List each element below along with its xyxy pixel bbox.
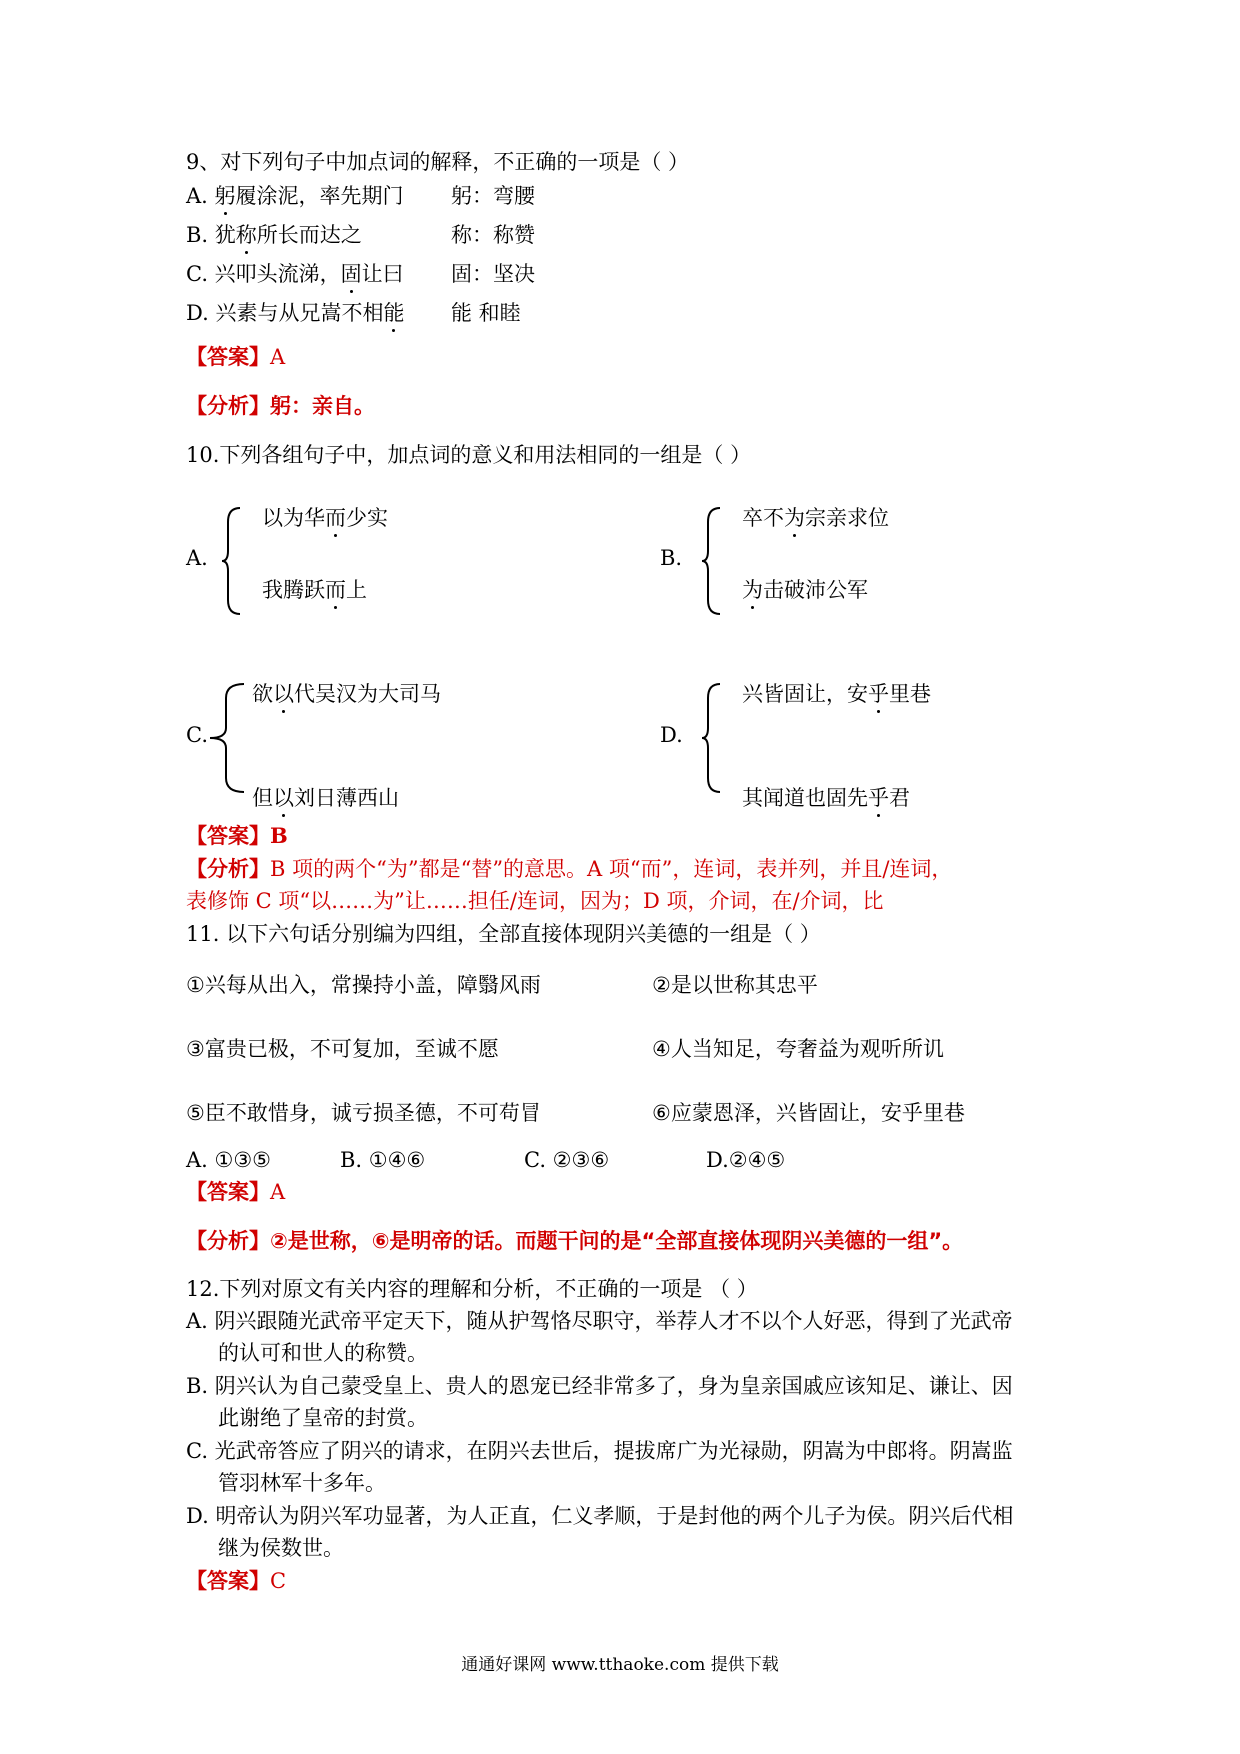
q10-answer xyxy=(186,822,288,850)
sentence-text: 刘日薄西山 xyxy=(294,786,399,810)
analysis-text: 躬：亲自。 xyxy=(270,394,375,418)
answer-value: C xyxy=(270,1569,287,1593)
page-footer: 通通好课网 www.tthaoke.com 提供下载 xyxy=(461,1655,779,1675)
sentence-text: 兴皆固让，安 xyxy=(742,682,868,706)
sentence-text: 但 xyxy=(252,786,273,810)
q10-analysis-line2: 表修饰 C 项“以……为”让……担任/连词，因为；D 项，介词，在/介词，比 xyxy=(186,889,884,913)
q9-analysis xyxy=(186,392,375,420)
sentence-text: 欲 xyxy=(252,682,273,706)
analysis-tag: 【分析】 xyxy=(186,1229,270,1253)
q10-stem: 10.下列各组句子中，加点词的意义和用法相同的一组是（ ） xyxy=(186,443,752,467)
q10-group-b-line1 xyxy=(742,504,889,532)
brace-icon xyxy=(220,506,244,616)
q10-group-a-line1 xyxy=(262,504,388,532)
q9-option-b xyxy=(186,221,535,249)
q11-item: ⑥应蒙恩泽，兴皆固让，安乎里巷 xyxy=(652,1101,965,1125)
q11-choice-a: A. ①③⑤ xyxy=(186,1148,271,1172)
q10-analysis-line1 xyxy=(186,855,952,883)
dotted-word: 能 xyxy=(383,301,405,325)
dotted-word: 而 xyxy=(325,578,346,602)
sentence-text: 少实 xyxy=(346,506,388,530)
q10-group-a-line2 xyxy=(262,576,367,604)
answer-value: A xyxy=(270,1180,286,1204)
q12-option-c-line2: 管羽林军十多年。 xyxy=(218,1471,386,1495)
brace-icon xyxy=(700,506,724,616)
option-text: 履涂泥，率先期门 xyxy=(235,184,404,208)
q11-stem: 11. 以下六句话分别编为四组，全部直接体现阴兴美德的一组是（ ） xyxy=(186,922,821,946)
q9-answer xyxy=(186,343,285,371)
sentence-text: 代吴汉为大司马 xyxy=(294,682,441,706)
q10-group-a-label: A. xyxy=(186,546,208,570)
dotted-word: 以 xyxy=(273,786,294,810)
dotted-word: 以 xyxy=(273,682,294,706)
q11-choice-d: D.②④⑤ xyxy=(706,1148,786,1172)
sentence-text: 君 xyxy=(889,786,910,810)
q11-item: ②是以世称其忠平 xyxy=(652,973,818,997)
dotted-word: 而 xyxy=(325,506,346,530)
sentence-text: 我腾跃 xyxy=(262,578,325,602)
q11-item: ③富贵已极，不可复加，至诚不愿 xyxy=(186,1037,499,1061)
sentence-text: 击破沛公军 xyxy=(763,578,868,602)
q11-item: ⑤臣不敢惜身，诚亏损圣德，不可苟冒 xyxy=(186,1101,541,1125)
answer-value: B xyxy=(270,823,288,848)
q12-answer xyxy=(186,1567,286,1595)
sentence-text: 宗亲求位 xyxy=(805,506,889,530)
dotted-word: 乎 xyxy=(868,786,889,810)
q11-choice-b: B. ①④⑥ xyxy=(340,1148,426,1172)
option-text: B. 犹 xyxy=(186,223,236,247)
q12-option-c-line1: C. 光武帝答应了阴兴的请求，在阴兴去世后，提拔席广为光禄勋，阴嵩为中郎将。阴嵩监 xyxy=(186,1439,1013,1463)
sentence-text: 里巷 xyxy=(889,682,931,706)
q10-group-b-line2 xyxy=(742,576,868,604)
answer-tag: 【答案】 xyxy=(186,345,270,369)
brace-icon xyxy=(208,682,248,794)
q10-group-c-line1 xyxy=(252,680,441,708)
q11-analysis xyxy=(186,1227,963,1255)
dotted-word: 乎 xyxy=(868,682,889,706)
dotted-word: 为 xyxy=(742,578,763,602)
q11-answer xyxy=(186,1178,285,1206)
option-text: A. xyxy=(186,184,215,208)
brace-icon xyxy=(700,682,724,794)
dotted-word: 固 xyxy=(340,262,362,286)
answer-tag: 【答案】 xyxy=(186,824,270,848)
sentence-text: 卒不 xyxy=(742,506,784,530)
q9-option-c xyxy=(186,260,535,288)
answer-tag: 【答案】 xyxy=(186,1569,270,1593)
option-gloss: 称：称赞 xyxy=(451,223,535,247)
option-text: D. 兴素与从兄嵩不相 xyxy=(186,301,384,325)
analysis-text: B 项的两个“为”都是“替”的意思。A 项“而”，连词，表并列，并且/连词， xyxy=(270,857,953,881)
q9-option-a xyxy=(186,182,535,210)
q10-group-c-label: C. xyxy=(186,723,208,747)
q12-option-a-line1: A. 阴兴跟随光武帝平定天下，随从护驾恪尽职守，举荐人才不以个人好恶，得到了光武帝 xyxy=(186,1309,1013,1333)
q11-item: ①兴每从出入，常操持小盖，障翳风雨 xyxy=(186,973,541,997)
option-gloss: 躬：弯腰 xyxy=(451,184,535,208)
analysis-text: ②是世称，⑥是明帝的话。而题干问的是“全部直接体现阴兴美德的一组”。 xyxy=(270,1229,964,1253)
q10-group-d-line1 xyxy=(742,680,931,708)
sentence-text: 以为华 xyxy=(262,506,325,530)
sentence-text: 其闻道也固先 xyxy=(742,786,868,810)
analysis-tag: 【分析】 xyxy=(186,857,270,881)
dotted-word: 躬 xyxy=(214,184,236,208)
q12-stem: 12.下列对原文有关内容的理解和分析，不正确的一项是 （ ） xyxy=(186,1277,758,1301)
q9-option-d xyxy=(186,299,521,327)
q12-option-a-line2: 的认可和世人的称赞。 xyxy=(218,1341,428,1365)
dotted-word: 为 xyxy=(784,506,805,530)
q10-group-d-label: D. xyxy=(660,723,683,747)
answer-tag: 【答案】 xyxy=(186,1180,270,1204)
q10-group-b-label: B. xyxy=(660,546,683,570)
q12-option-b-line1: B. 阴兴认为自己蒙受皇上、贵人的恩宠已经非常多了，身为皇亲国戚应该知足、谦让、因 xyxy=(186,1374,1013,1398)
q11-item: ④人当知足，夸奢益为观听所讥 xyxy=(652,1037,944,1061)
q12-option-d-line1: D. 明帝认为阴兴军功显著，为人正直，仁义孝顺，于是封他的两个儿子为侯。阴兴后代相 xyxy=(186,1504,1014,1528)
dotted-word: 称 xyxy=(235,223,257,247)
q12-option-d-line2: 继为侯数世。 xyxy=(218,1536,344,1560)
option-text: 让曰 xyxy=(361,262,404,286)
option-text: 所长而达之 xyxy=(256,223,362,247)
answer-value: A xyxy=(270,345,286,369)
analysis-tag: 【分析】 xyxy=(186,394,270,418)
q10-group-d-line2 xyxy=(742,784,910,812)
q10-group-c-line2 xyxy=(252,784,399,812)
q12-option-b-line2: 此谢绝了皇帝的封赏。 xyxy=(218,1406,428,1430)
option-text: C. 兴叩头流涕， xyxy=(186,262,341,286)
sentence-text: 上 xyxy=(346,578,367,602)
option-gloss: 固：坚决 xyxy=(451,262,535,286)
q11-choice-c: C. ②③⑥ xyxy=(524,1148,610,1172)
option-gloss: 能 和睦 xyxy=(451,301,521,325)
q9-stem: 9、对下列句子中加点词的解释，不正确的一项是（ ） xyxy=(186,150,690,174)
